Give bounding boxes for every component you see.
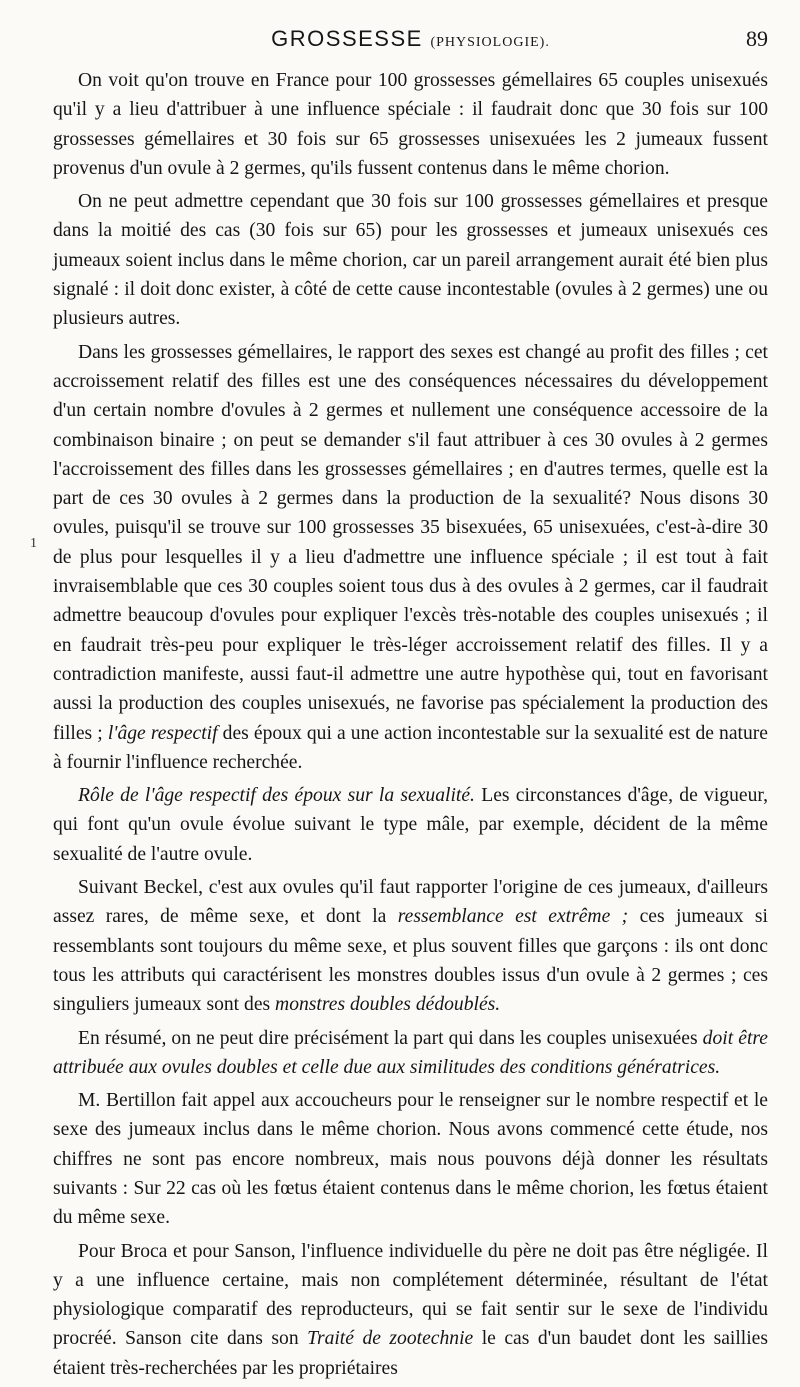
italic-text: Rôle de l'âge respectif des époux sur la sexualité.	[78, 785, 475, 807]
text-run: On voit qu'on trouve en France pour 100 grossesses gémellaires 65 couples unisexués qu'il y a lieu d'attribuer à une influence spéciale : il faudrait donc que 30 fois sur 100 grossesses gémellaires et 30 fois sur 65 grossesses unisexuées les 2 jumeaux fussent provenus d'un ovule à 2 germes, qu'ils fussent contenus dans le même chorion.	[53, 70, 768, 179]
running-head-subtitle: (PHYSIOLOGIE).	[430, 35, 550, 50]
text-run: Suivant Beckel, c'est aux ovules qu'il faut rapporter l'origine de ces jumeaux, d'ailleurs assez rares, de même sexe, et dont la	[53, 877, 768, 928]
body-text	[53, 66, 768, 1387]
paragraph	[53, 1024, 768, 1083]
text-run: Les circonstances d'âge, de vigueur, qui font qu'un ovule évolue suivant le type mâle, par exemple, décident de la même sexualité de l'autre ovule.	[53, 785, 768, 865]
paragraph	[53, 873, 768, 1019]
paragraph	[53, 781, 768, 869]
running-head-title	[53, 26, 768, 52]
text-run: En résumé, on ne peut dire précisément la part qui dans les couples unisexuées	[78, 1027, 703, 1049]
italic-text: l'âge respectif	[107, 722, 218, 744]
running-head	[53, 26, 768, 60]
paragraph	[53, 1086, 768, 1232]
italic-text: monstres doubles dédoublés.	[275, 994, 501, 1016]
italic-text: ressemblance est extrême ;	[397, 906, 629, 928]
paragraph	[53, 1237, 768, 1383]
text-run: le cas d'un baudet dont les saillies étaient très-recherchées par les propriétaires	[53, 1328, 768, 1379]
text-run: M. Bertillon fait appel aux accoucheurs pour le renseigner sur le nombre respectif et le sexe des jumeaux inclus dans le même chorion. Nous avons commencé cette étude, nos chiffres ne sont pas encore nombreux, mais nous pouvons déjà donner les résultats suivants : Sur 22 cas où les fœtus étaient contenus dans le même chorion, les fœtus étaient du même sexe.	[53, 1090, 768, 1229]
text-run: ces jumeaux si ressemblants sont toujours du même sexe, et plus souvent filles que garçons : ils ont donc tous les attributs qui caractérisent les monstres doubles issus d'un ovule à 2 germes ; ces singuliers jumeaux sont des	[53, 906, 768, 1016]
running-head-main: GROSSESSE	[271, 26, 423, 51]
text-run: On ne peut admettre cependant que 30 fois sur 100 grossesses gémellaires et presque dans la moitié des cas (30 fois sur 65) pour les grossesses et jumeaux unisexués ces jumeaux soient inclus dans le même chorion, car un pareil arrangement aurait été bien plus signalé : il doit donc exister, à côté de cette cause incontestable (ovules à 2 germes) une ou plusieurs autres.	[53, 191, 768, 330]
paragraph	[53, 187, 768, 333]
italic-text: doit être attribuée aux ovules doubles et celle due aux similitudes des conditions génératrices.	[53, 1027, 768, 1078]
page-number: 89	[746, 26, 768, 51]
text-run: Dans les grossesses gémellaires, le rapport des sexes est changé au profit des filles ; cet accroissement relatif des filles est une des conséquences nécessaires du développement d'un certain nombre d'ovules à 2 germes et nullement une conséquence accessoire de la combinaison binaire ; on peut se demander s'il faut attribuer à ces 30 ovules à 2 germes l'accroissement des filles dans les grossesses gémellaires ; en d'autres termes, quelle est la part de ces 30 ovules à 2 germes dans la production de la sexualité? Nous disons 30 ovules, puisqu'il se trouve sur 100 grossesses 35 bisexuées, 65 unisexuées, c'est-à-dire 30 de plus pour lesquelles il y a lieu d'admettre une influence spéciale ; il est tout à fait invraisemblable que ces 30 couples soient tous dus à des ovules à 2 germes, car il faudrait admettre beaucoup d'ovules pour expliquer l'excès très-notable des couples unisexués ; il en faudrait très-peu pour expliquer le très-léger accroissement relatif des filles. Il y a contradiction manifeste, aussi faut-il admettre une autre hypothèse qui, tout en favorisant aussi la production des couples unisexués, ne favorise pas spécialement la production des filles ;	[53, 341, 768, 744]
text-run: Pour Broca et pour Sanson, l'influence individuelle du père ne doit pas être négligée. Il y a une influence certaine, mais non complétement déterminée, résultant de l'état physiologique comparatif des reproducteurs, qui se fait sentir sur le sexe de l'individu procréé. Sanson cite dans son	[53, 1240, 768, 1350]
paragraph	[53, 338, 768, 777]
italic-text: Traité de zootechnie	[307, 1328, 474, 1350]
text-run: des époux qui a une action incontestable sur la sexualité est de nature à fournir l'influence recherchée.	[53, 722, 768, 773]
margin-mark: 1	[30, 536, 37, 551]
paragraph	[53, 66, 768, 183]
